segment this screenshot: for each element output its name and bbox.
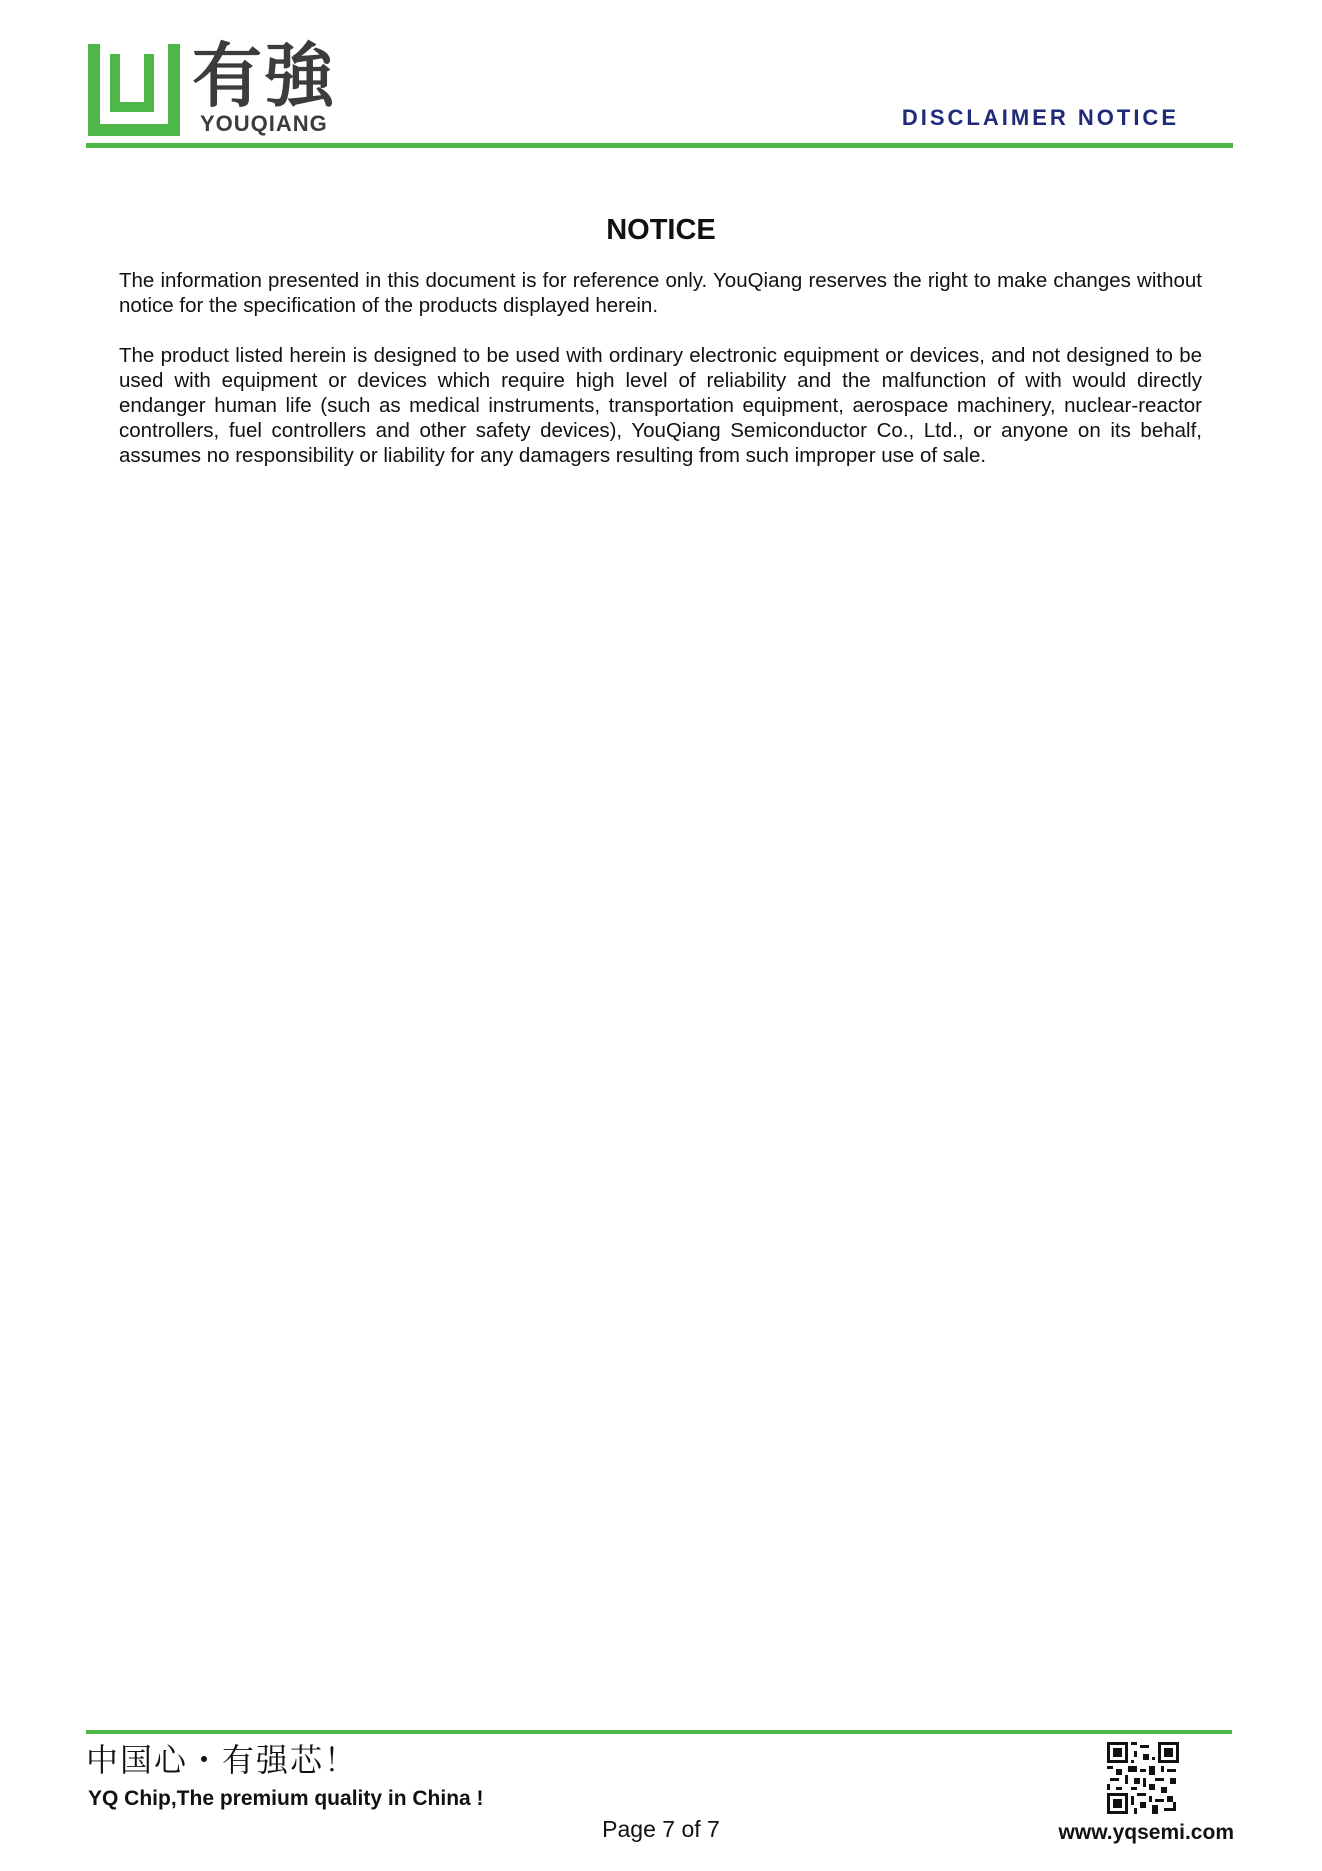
qr-code-icon: [1107, 1742, 1179, 1814]
header-divider: [86, 143, 1233, 148]
notice-paragraph-1: The information presented in this document is for reference only. YouQiang reserves the right to make changes without notice for the specification of the products displayed herein.: [119, 269, 1202, 317]
slogan-chinese: 中国心・有强芯！: [86, 1741, 359, 1779]
page-number: Page 7 of 7: [602, 1816, 720, 1842]
footer-divider: [86, 1730, 1232, 1734]
website-url[interactable]: www.yqsemi.com: [1058, 1821, 1234, 1844]
logo-english-text: YOUQIANG: [200, 111, 328, 136]
notice-heading: NOTICE: [606, 214, 716, 246]
youqiang-logo-icon: [88, 44, 180, 136]
slogan-english: YQ Chip,The premium quality in China !: [88, 1787, 484, 1810]
logo-chinese-text: 有強: [192, 35, 336, 117]
document-type-title: DISCLAIMER NOTICE: [901, 105, 1179, 130]
notice-paragraph-2: The product listed herein is designed to be used with ordinary electronic equipment or devices, and not designed to be used with equipment or devices which require high level of reliability and the malfunction of with would directly endanger human life (such as medical instruments, transportation equipment, aerospace machinery, nuclear-reactor controllers, fuel controllers and other safety devices), YouQiang Semiconductor Co., Ltd., or anyone on its behalf, assumes no responsibility or liability for any damagers resulting from such improper use of sale.: [119, 344, 1202, 467]
